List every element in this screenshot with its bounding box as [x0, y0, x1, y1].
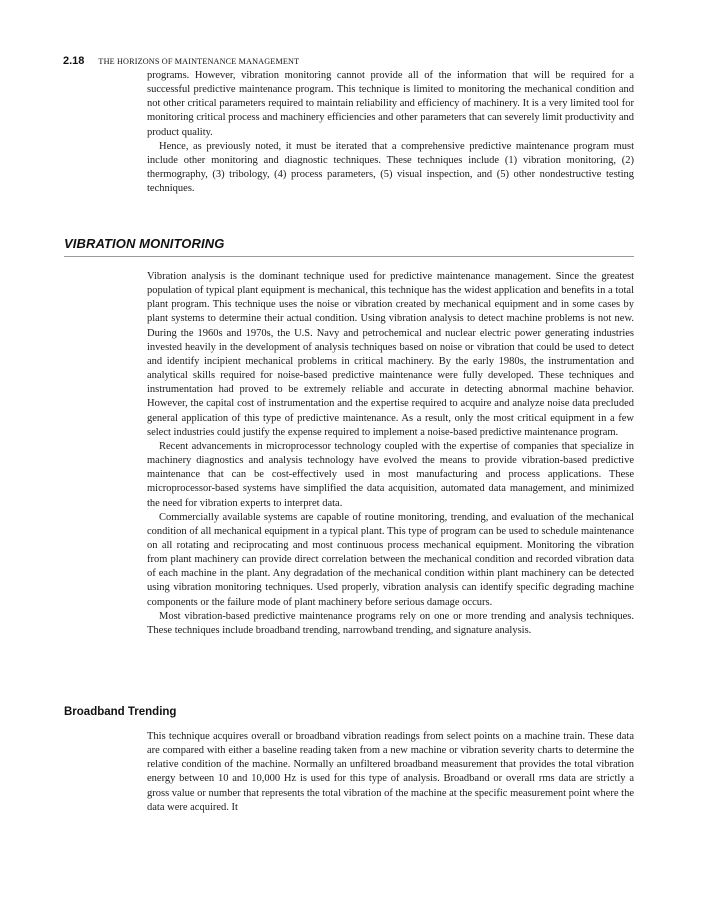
vibration-monitoring-text	[147, 270, 634, 638]
vibration-paragraph-1: Vibration analysis is the dominant technique used for predictive maintenance management. Since the greatest population of typical plant equipment is mechanical, this technique has the widest application and benefits in a total plant program. This technique uses the noise or vibration created by mechanical equipment and in some cases by plant systems to determine their actual condition. Using vibration analysis to detect machine problems is not new. During the 1960s and 1970s, the U.S. Navy and petrochemical and nuclear electric power generating industries invested heavily in the development of analysis techniques based on noise or vibration that could be used to detect and identify incipient mechanical problems in critical machinery. By the early 1980s, the instrumentation and analytical skills required for noise-based predictive maintenance were fully developed. These techniques and instrumentation had proved to be extremely reliable and accurate in detecting abnormal machine behavior. However, the capital cost of instrumentation and the expertise required to acquire and analyze noise data precluded general application of this type of predictive maintenance. As a result, only the most critical equipment in a few select industries could justify the expense required to implement a noise-based predictive maintenance program.	[147, 271, 634, 438]
book-title: THE HORIZONS OF MAINTENANCE MANAGEMENT	[98, 57, 300, 66]
intro-paragraph-2: Hence, as previously noted, it must be iterated that a comprehensive predictive maintenance program must include other monitoring and diagnostic techniques. These techniques include (1) vibration monitoring, (2) thermography, (3) tribology, (4) process parameters, (5) visual inspection, and (5) other nondestructive testing techniques.	[147, 140, 634, 195]
intro-paragraph-1: programs. However, vibration monitoring cannot provide all of the information that will be required for a successful predictive maintenance program. This technique is limited to monitoring the mechanical condition and not other critical parameters required to maintain reliability and efficiency of machinery. It is a very limited tool for monitoring critical process and machinery efficiencies and other parameters that can severely limit productivity and product quality.	[147, 70, 634, 138]
vibration-paragraph-3: Commercially available systems are capable of routine monitoring, trending, and evaluation of the mechanical condition of all mechanical equipment in a typical plant. This type of program can be used to schedule maintenance on all rotating and reciprocating and most continuous process mechanical equipment. Monitoring the vibration from plant machinery can provide direct correlation between the mechanical condition and recorded vibration data of each machine in the plant. Any degradation of the mechanical condition within plant machinery can be detected using vibration monitoring techniques. Used properly, vibration analysis can identify specific degrading machine components or the failure mode of plant machinery before serious damage occurs.	[147, 511, 634, 608]
broadband-trending-text	[147, 730, 634, 815]
subsection-heading-broadband-trending: Broadband Trending	[64, 706, 177, 718]
section-divider	[64, 256, 634, 257]
section-heading-vibration-monitoring: VIBRATION MONITORING	[64, 236, 225, 251]
broadband-paragraph-1: This technique acquires overall or broadband vibration readings from select points on a machine train. These data are compared with either a baseline reading taken from a new machine or vibration severity charts to determine the relative condition of the machine. Normally an unfiltered broadband measurement that provides the total vibration energy between 10 and 10,000 Hz is used for this type of analysis. Broadband or overall rms data are strictly a gross value or number that represents the total vibration of the machine at the specific measurement point where the data were acquired. It	[147, 731, 634, 813]
vibration-paragraph-2: Recent advancements in microprocessor technology coupled with the expertise of companies that specialize in machinery diagnostics and analysis technology have evolved the means to provide vibration-based predictive maintenance that can be cost-effectively used in most manufacturing and process applications. These microprocessor-based systems have simplified the data acquisition, automated data management, and minimized the need for vibration experts to interpret data.	[147, 440, 634, 509]
vibration-paragraph-4: Most vibration-based predictive maintenance programs rely on one or more trending and analysis techniques. These techniques include broadband trending, narrowband trending, and signature analysis.	[147, 610, 634, 636]
running-head	[63, 51, 678, 65]
page-number: 2.18	[63, 55, 85, 67]
intro-text	[147, 69, 634, 196]
